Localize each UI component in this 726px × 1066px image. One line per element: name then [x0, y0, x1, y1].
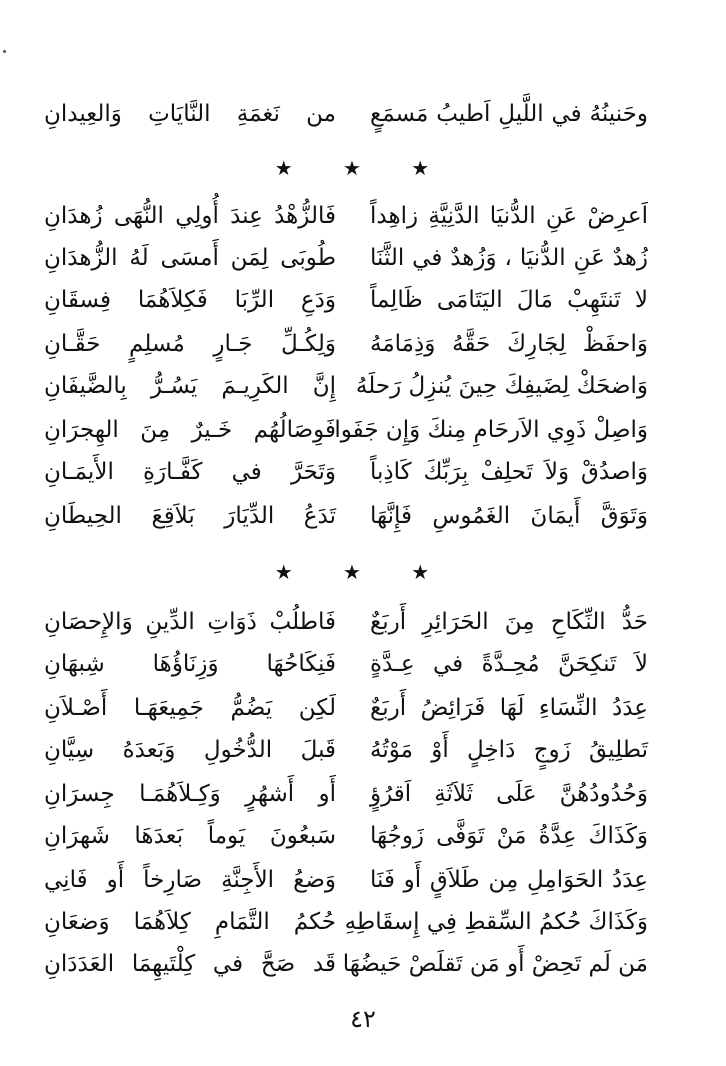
page-number: ٤٢: [350, 1005, 376, 1033]
first-hemistich: لاَ تَنكِحَنَّ مُحِـدَّةً في عِـدَّةٍ: [370, 651, 648, 677]
section2-verse: [0, 814, 726, 858]
second-hemistich: وَلِكُـلِّ جَـارٍ مُسلِمٍ حَقَّـانِ: [44, 331, 336, 357]
second-hemistich: فَاطلُبْ ذَوَاتِ الدِّينِ وَالإِحصَانِ: [44, 609, 336, 635]
section2-verse: [0, 686, 726, 730]
section-divider-1: ★ ★ ★: [274, 156, 452, 180]
second-hemistich: طُوبَى لِمَن أَمسَى لَهُ الزُّهدَانِ: [44, 245, 336, 271]
section2-verse: [0, 642, 726, 686]
section2-verse: [0, 600, 726, 644]
first-hemistich: لا تَنتَهِبْ مَالَ اليَتَامَى ظَالِماً: [370, 287, 648, 313]
second-hemistich: وَتَحَرَّ في كَفَّـارَةِ الأَيمَـانِ: [44, 459, 336, 485]
section1-verse: [0, 236, 726, 280]
first-hemistich: تَطلِيقُ زَوجٍ دَاخِلٍ أَوْ مَوْتُهُ: [370, 737, 648, 763]
second-hemistich: سَبعُونَ يَوماً بَعدَهَا شَهرَانِ: [44, 823, 336, 849]
intro-verse: [0, 92, 726, 136]
section1-verse: [0, 408, 726, 452]
first-hemistich: وَكَذَاكَ حُكمُ السِّقطِ فِي إِسقَاطِهِ: [344, 909, 648, 935]
section1-verse: [0, 278, 726, 322]
section1-verse: [0, 194, 726, 238]
first-hemistich: وَتَوَقَّ أَيمَانَ الغَمُوسِ فَإِنَّهَا: [370, 503, 648, 529]
margin-dot: [3, 50, 6, 53]
first-hemistich: اَعرِضْ عَنِ الدُّنيَا الدَّنِيَّةِ زاهِداً: [370, 203, 648, 229]
section2-verse: [0, 942, 726, 986]
section1-verse: [0, 450, 726, 494]
first-hemistich: وَحُدُودُهُنَّ عَلَى ثَلاَثَةِ اَقرُؤٍ: [370, 781, 648, 807]
section2-verse: [0, 858, 726, 902]
first-hemistich: وَاصِلْ ذَوِي الاَرحَامِ مِنكَ وَإِن جَفَوا: [334, 417, 648, 443]
second-hemistich: لَكِن يَضُمُّ جَمِيعَهَـا أَصْـلاَنِ: [44, 695, 336, 721]
second-hemistich: فَنِكَاحُهَا وَزِنَاؤُهَا شِبهَانِ: [44, 651, 336, 677]
second-hemistich: قَد صَحَّ في كِلْتَيهِمَا العَدَدَانِ: [44, 951, 336, 977]
second-hemistich: تَدَعُ الدِّيَارَ بَلاَقِعَ الحِيطَانِ: [44, 503, 336, 529]
section2-verse: [0, 728, 726, 772]
section1-verse: [0, 494, 726, 538]
first-hemistich: وَاحفَظْ لِجَارِكَ حَقَّهُ وَذِمَامَهُ: [370, 331, 648, 357]
first-hemistich: مَن لَم تَحِضْ أَو مَن تَقلَصْ حَيضُهَا: [342, 951, 648, 977]
first-hemistich: وَاصدُقْ وَلاَ تَحلِفْ بِرَبِّكَ كَاذِباً: [370, 459, 648, 485]
first-hemistich: عِدَدُ النِّسَاءِ لَهَا فَرَائِضُ أَربَعٌ: [370, 695, 648, 721]
first-hemistich: وَكَذَاكَ عِدَّةُ مَنْ تَوَفَّى زَوجُهَا: [370, 823, 648, 849]
section2-verse: [0, 772, 726, 816]
second-hemistich: قَبلَ الدُّخُولِ وَبَعدَهُ سِيَّانِ: [44, 737, 336, 763]
section2-verse: [0, 900, 726, 944]
section-divider-2: ★ ★ ★: [274, 560, 452, 584]
first-hemistich: عِدَدُ الحَوَامِلِ مِن طَلاَقٍ أَو فَنَا: [370, 867, 648, 893]
second-hemistich: أَو أَشهُرٍ وَكِـلاَهُمَـا جِسرَانِ: [44, 781, 336, 807]
second-hemistich: فَوِصَالُهُم خَـيرٌ مِنَ الهِجرَانِ: [44, 417, 336, 443]
second-hemistich: وَدَعِ الرِّبَا فَكِلاَهُمَا فِسقَانِ: [44, 287, 336, 313]
first-hemistich: زُهدٌ عَنِ الدُّنيَا ، وَزُهدٌ في الثَّنَا: [370, 245, 648, 271]
second-hemistich: وَضعُ الأَجِنَّةِ صَارِخاً أَو فَانِي: [44, 867, 336, 893]
section1-verse: [0, 364, 726, 408]
first-hemistich: وَاضحَكْ لِضَيفِكَ حِينَ يُنزِلُ رَحلَهُ: [355, 373, 648, 399]
section1-verse: [0, 322, 726, 366]
second-hemistich: فَالزُّهْدُ عِندَ أُولِي النُّهَى زُهدَانِ: [44, 203, 336, 229]
intro-first-hemistich: وحَنينُهُ في اللَّيلِ اَطيبُ مَسمَعٍ: [370, 101, 648, 127]
second-hemistich: إِنَّ الكَرِيـمَ يَسُـرُّ بِالضَّيفَانِ: [44, 373, 336, 399]
first-hemistich: حَدُّ النِّكَاحِ مِنَ الحَرَائِرِ أَربَعٌ: [370, 609, 648, 635]
second-hemistich: حُكمُ التَّمَامِ كِلاَهُمَا وَضعَانِ: [44, 909, 336, 935]
intro-second-hemistich: من نَغمَةِ النَّايَاتِ وَالعِيدانِ: [44, 101, 336, 127]
